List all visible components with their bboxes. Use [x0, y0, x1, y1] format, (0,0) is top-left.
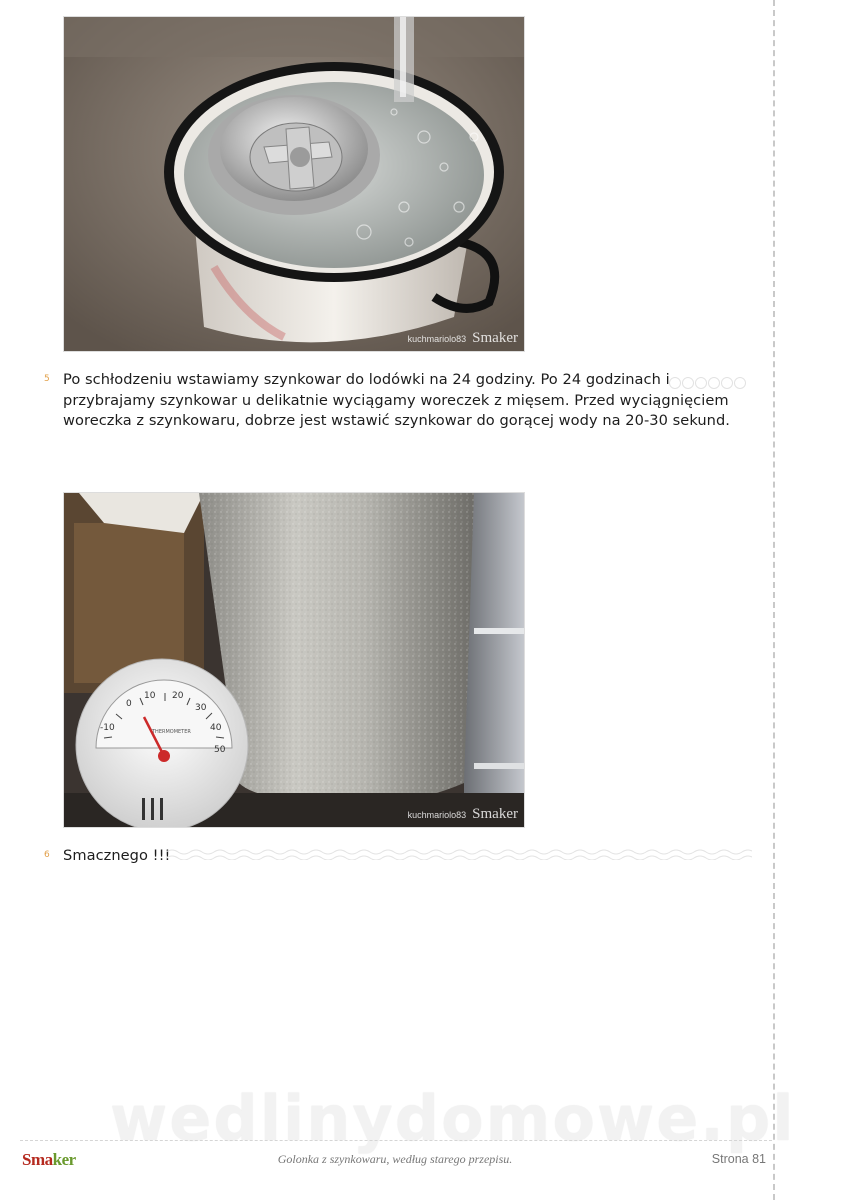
photo-watermark	[408, 330, 518, 347]
step-text: Smacznego !!!	[63, 847, 171, 864]
thermo-label: 50	[214, 745, 226, 755]
step-number: 5	[44, 374, 50, 384]
photo-ham-cooker-thermometer	[63, 492, 525, 828]
thermo-label: 30	[195, 703, 207, 713]
footer-divider	[20, 1140, 772, 1141]
thermo-label: 40	[210, 723, 222, 733]
thermo-label: 0	[126, 699, 132, 709]
page-margin-line	[773, 0, 775, 1200]
photo-pot-in-sink	[63, 16, 525, 352]
watermark-brand: Smaker	[472, 330, 518, 346]
decorative-wave-line	[166, 848, 752, 860]
photo-watermark	[408, 806, 518, 823]
watermark-brand: Smaker	[472, 806, 518, 822]
thermo-brand: THERMOMETER	[152, 729, 191, 735]
watermark-user: kuchmariolo83	[407, 334, 467, 344]
thermo-label: -10	[100, 723, 115, 733]
footer-recipe-title: Golonka z szynkowaru, według starego przepisu.	[277, 1152, 513, 1166]
thermo-label: 10	[144, 691, 156, 701]
pot-in-sink-image	[64, 17, 525, 352]
step-text: Po schłodzeniu wstawiamy szynkowar do lodówki na 24 godziny. Po 24 godzinach i przybrajamy szynkowar u delikatnie wyciągamy woreczek z mięsem. Przed wyciągnięciem woreczka z szynkowaru, dobrze jest wstawić szynkowar do gorącej wody na 20-30 sekund.	[63, 371, 730, 429]
thermo-label: 20	[172, 691, 184, 701]
site-watermark: wedlinydomowe.pl	[110, 1082, 796, 1155]
page-number: Strona 81	[711, 1152, 766, 1166]
step-5	[40, 370, 750, 432]
decorative-circles	[668, 377, 752, 389]
thermometer-dial	[64, 493, 525, 828]
step-number: 6	[44, 850, 50, 860]
logo-part-2: ker	[52, 1150, 76, 1169]
watermark-user: kuchmariolo83	[407, 810, 467, 820]
logo-part-1: Sma	[22, 1150, 53, 1169]
